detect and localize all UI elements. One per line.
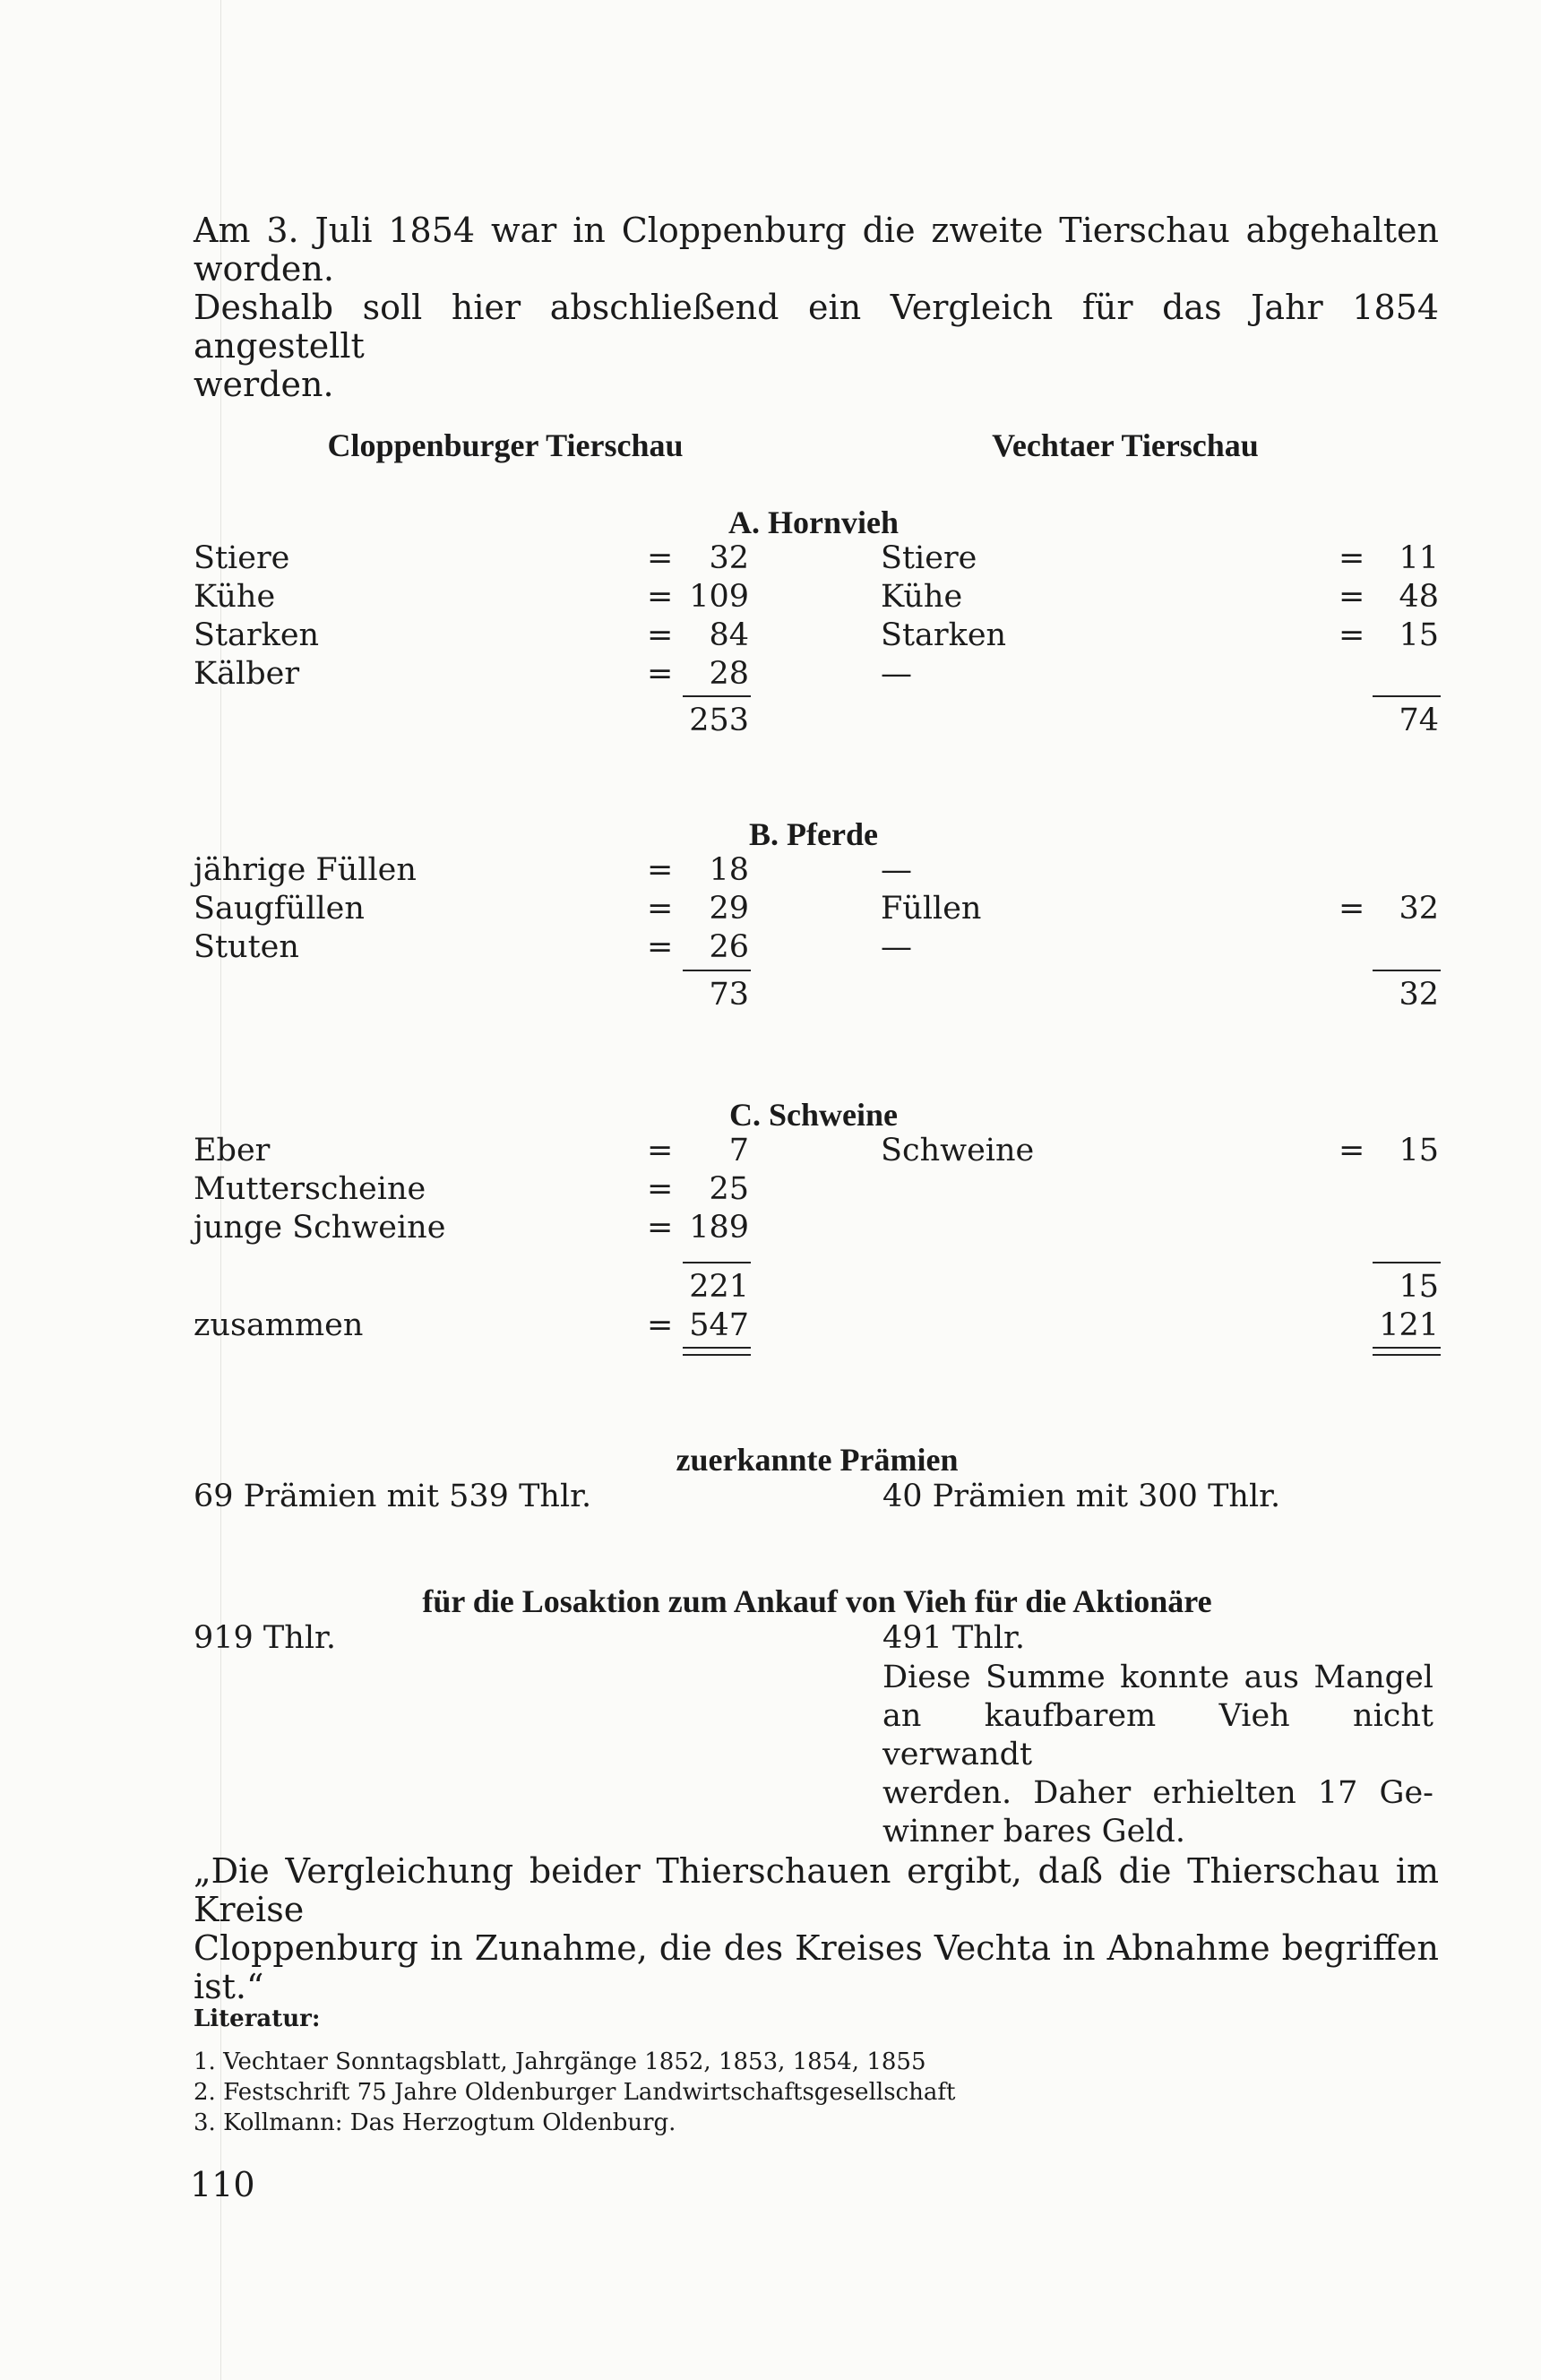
- section-c-title: C. Schweine: [729, 1097, 898, 1133]
- b-left-eq-3: =: [647, 929, 674, 965]
- literatur-item-2: 2. Festschrift 75 Jahre Oldenburger Landwirtschaftsgesellschaft: [194, 2079, 956, 2106]
- a-right-total: 74: [1399, 703, 1439, 738]
- b-left-label-1: jährige Füllen: [194, 852, 417, 888]
- literatur-item-3: 3. Kollmann: Das Herzogtum Oldenburg.: [194, 2109, 676, 2136]
- a-left-label-2: Kühe: [194, 579, 276, 615]
- header-vechta: Vechtaer Tierschau: [992, 427, 1259, 463]
- b-right-total: 32: [1399, 977, 1439, 1013]
- a-right-value-1: 11: [1399, 540, 1439, 576]
- a-right-value-3: 15: [1399, 617, 1439, 653]
- intro-paragraph: [194, 211, 1439, 404]
- c-right-value-1: 15: [1399, 1133, 1439, 1168]
- header-cloppenburg: Cloppenburger Tierschau: [327, 427, 684, 463]
- a-left-total: 253: [689, 703, 749, 738]
- intro-line-2: Deshalb soll hier abschließend ein Vergleich für das Jahr 1854 angestellt: [194, 288, 1439, 366]
- grand-total-left-rule-2: [683, 1354, 751, 1356]
- a-left-label-1: Stiere: [194, 540, 290, 576]
- a-right-eq-2: =: [1339, 579, 1365, 615]
- intro-line-1: Am 3. Juli 1854 war in Cloppenburg die zweite Tierschau abgehalten worden.: [194, 211, 1439, 289]
- a-right-eq-1: =: [1339, 540, 1365, 576]
- losaktion-note-line-1: Diese Summe konnte aus Mangel: [882, 1660, 1433, 1695]
- b-left-value-2: 29: [709, 891, 749, 927]
- losaktion-left: 919 Thlr.: [194, 1620, 337, 1656]
- a-left-label-4: Kälber: [194, 656, 300, 692]
- c-right-sum-rule: [1373, 1262, 1441, 1263]
- losaktion-note-line-3: werden. Daher erhielten 17 Ge-: [882, 1775, 1433, 1811]
- a-left-eq-4: =: [647, 656, 674, 692]
- a-right-sum-rule: [1373, 695, 1441, 697]
- c-left-label-3: junge Schweine: [194, 1210, 446, 1246]
- c-right-total: 15: [1399, 1269, 1439, 1305]
- a-left-sum-rule: [683, 695, 751, 697]
- grand-total-label: zusammen: [194, 1307, 364, 1343]
- a-left-eq-3: =: [647, 617, 674, 653]
- literatur-title: Literatur:: [194, 2005, 321, 2032]
- c-left-sum-rule: [683, 1262, 751, 1263]
- b-right-eq-2: =: [1339, 891, 1365, 927]
- c-left-label-2: Mutterscheine: [194, 1171, 426, 1207]
- praemien-right: 40 Prämien mit 300 Thlr.: [882, 1479, 1281, 1514]
- b-left-total: 73: [709, 977, 749, 1013]
- losaktion-title: für die Losaktion zum Ankauf von Vieh für die Aktionäre: [422, 1583, 1212, 1619]
- section-a-title: A. Hornvieh: [727, 504, 900, 540]
- b-right-value-2: 32: [1399, 891, 1439, 927]
- b-left-label-3: Stuten: [194, 929, 299, 965]
- a-left-eq-1: =: [647, 540, 674, 576]
- losaktion-note: [882, 1659, 1433, 1851]
- b-right-label-1: —: [881, 852, 912, 888]
- c-left-eq-3: =: [647, 1210, 674, 1246]
- losaktion-right: 491 Thlr.: [882, 1620, 1026, 1656]
- losaktion-note-line-4: winner bares Geld.: [882, 1814, 1186, 1850]
- praemien-left: 69 Prämien mit 539 Thlr.: [194, 1479, 592, 1514]
- losaktion-note-line-2: an kaufbarem Vieh nicht verwandt: [882, 1698, 1433, 1772]
- a-right-label-2: Kühe: [881, 579, 963, 615]
- b-left-label-2: Saugfüllen: [194, 891, 365, 927]
- a-left-label-3: Starken: [194, 617, 320, 653]
- a-right-label-4: —: [881, 656, 912, 692]
- quote-line-1: „Die Vergleichung beider Thierschauen ergibt, daß die Thierschau im Kreise: [194, 1851, 1439, 1929]
- c-left-eq-1: =: [647, 1133, 674, 1168]
- c-left-value-3: 189: [689, 1210, 749, 1246]
- a-left-value-4: 28: [709, 656, 749, 692]
- c-left-eq-2: =: [647, 1171, 674, 1207]
- c-right-eq-1: =: [1339, 1133, 1365, 1168]
- c-left-label-1: Eber: [194, 1133, 271, 1168]
- c-right-label-1: Schweine: [881, 1133, 1035, 1168]
- a-right-label-1: Stiere: [881, 540, 977, 576]
- intro-line-3: werden.: [194, 365, 334, 404]
- b-left-eq-1: =: [647, 852, 674, 888]
- grand-total-left-rule-1: [683, 1347, 751, 1349]
- grand-total-right-rule-1: [1373, 1347, 1441, 1349]
- c-left-value-1: 7: [728, 1133, 749, 1168]
- a-right-label-3: Starken: [881, 617, 1007, 653]
- section-b-title: B. Pferde: [749, 816, 878, 852]
- a-left-eq-2: =: [647, 579, 674, 615]
- quote-line-2: Cloppenburg in Zunahme, die des Kreises Vechta in Abnahme begriffen ist.“: [194, 1928, 1439, 2006]
- b-left-sum-rule: [683, 970, 751, 971]
- quote-paragraph: [194, 1852, 1439, 2006]
- grand-total-right-rule-2: [1373, 1354, 1441, 1356]
- literatur-item-1: 1. Vechtaer Sonntagsblatt, Jahrgänge 1852, 1853, 1854, 1855: [194, 2048, 926, 2075]
- b-left-value-1: 18: [709, 852, 749, 888]
- b-left-eq-2: =: [647, 891, 674, 927]
- b-right-label-2: Füllen: [881, 891, 982, 927]
- b-right-sum-rule: [1373, 970, 1441, 971]
- c-left-total: 221: [689, 1269, 749, 1305]
- grand-total-right: 121: [1379, 1307, 1439, 1343]
- b-right-label-3: —: [881, 929, 912, 965]
- a-left-value-3: 84: [709, 617, 749, 653]
- a-right-eq-3: =: [1339, 617, 1365, 653]
- a-left-value-1: 32: [709, 540, 749, 576]
- a-right-value-2: 48: [1399, 579, 1439, 615]
- a-left-value-2: 109: [689, 579, 749, 615]
- grand-total-left: 547: [689, 1307, 749, 1343]
- grand-total-eq: =: [647, 1307, 674, 1343]
- c-left-value-2: 25: [709, 1171, 749, 1207]
- praemien-title: zuerkannte Prämien: [676, 1442, 959, 1478]
- page-number: 110: [190, 2165, 255, 2204]
- b-left-value-3: 26: [709, 929, 749, 965]
